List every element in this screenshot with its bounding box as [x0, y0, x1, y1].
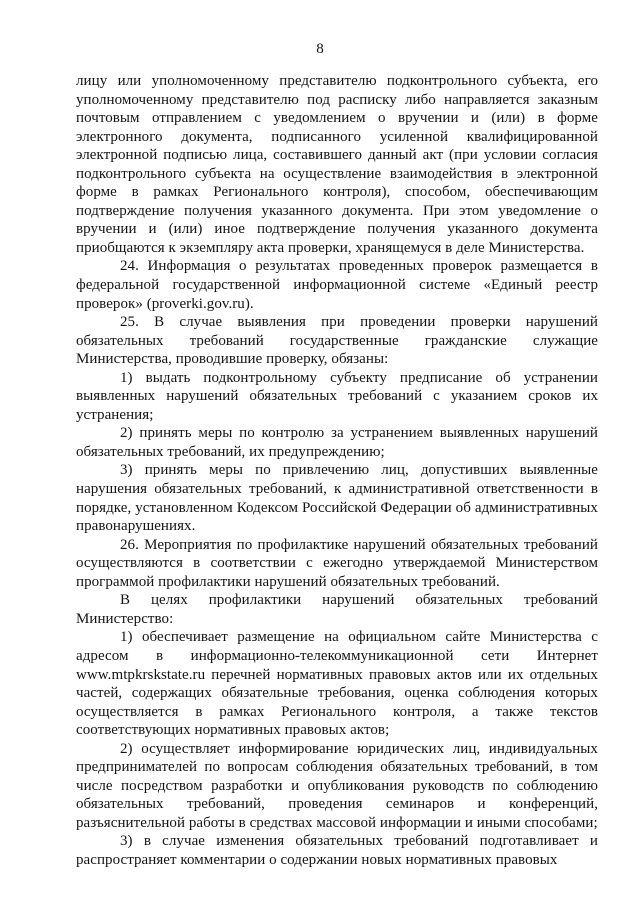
paragraph-p25-3: 3) принять меры по привлечению лиц, допустивших выявленные нарушения обязательных требований, к административной ответственности в порядке, установленном Кодексом Российской Федерации об административных правонарушениях.	[76, 462, 598, 535]
paragraph-p26: 26. Мероприятия по профилактике нарушений обязательных требований осуществляются в соответствии с ежегодно утверждаемой Министерством программой профилактики нарушений обязательных требований.	[76, 536, 598, 590]
paragraph-p25-2: 2) принять меры по контролю за устранением выявленных нарушений обязательных требований, их предупреждению;	[76, 425, 598, 460]
document-body	[76, 72, 598, 870]
paragraph-p26-intro: В целях профилактики нарушений обязательных требований Министерство:	[76, 592, 598, 627]
page-number: 8	[316, 41, 324, 57]
paragraph-p26-2: 2) осуществляет информирование юридических лиц, индивидуальных предпринимателей по вопросам соблюдения обязательных требований, в том числе посредством разработки и опубликования руководств по соблюдению обязательных требований, проведения семинаров и конференций, разъяснительной работы в средствах массовой информации и иными способами;	[76, 740, 598, 831]
paragraph-p26-1: 1) обеспечивает размещение на официальном сайте Министерства с адресом в информационно-телекоммуникационной сети Интернет www.mtpkrskstate.ru перечней нормативных правовых актов или их отдельных частей, содержащих обязательные требования, оценка соблюдения которых осуществляется в рамках Регионального контроля, а также текстов соответствующих нормативных правовых актов;	[76, 629, 598, 739]
paragraph-p26-3: 3) в случае изменения обязательных требований подготавливает и распространяет комментарии о содержании новых нормативных правовых	[76, 833, 598, 868]
paragraph-p25-1: 1) выдать подконтрольному субъекту предписание об устранении выявленных нарушений обязательных требований с указанием сроков их устранения;	[76, 369, 598, 423]
paragraph-p24: 24. Информация о результатах проведенных проверок размещается в федеральной государственной информационной системе «Единый реестр проверок» (proverki.gov.ru).	[76, 258, 598, 312]
paragraph-p25: 25. В случае выявления при проведении проверки нарушений обязательных требований государственные гражданские служащие Министерства, проводившие проверку, обязаны:	[76, 314, 598, 368]
paragraph-p1: лицу или уполномоченному представителю подконтрольного субъекта, его уполномоченному представителю под расписку либо направляется заказным почтовым отправлением с уведомлением о вручении и (или) в форме электронного документа, подписанного усиленной квалифицированной электронной подписью лица, составившего данный акт (при условии согласия подконтрольного субъекта на осуществление взаимодействия в электронной форме в рамках Регионального контроля), способом, обеспечивающим подтверждение получения указанного документа. При этом уведомление о вручении и (или) иное подтверждение получения указанного документа приобщаются к экземпляру акта проверки, хранящемуся в деле Министерства.	[76, 73, 598, 256]
